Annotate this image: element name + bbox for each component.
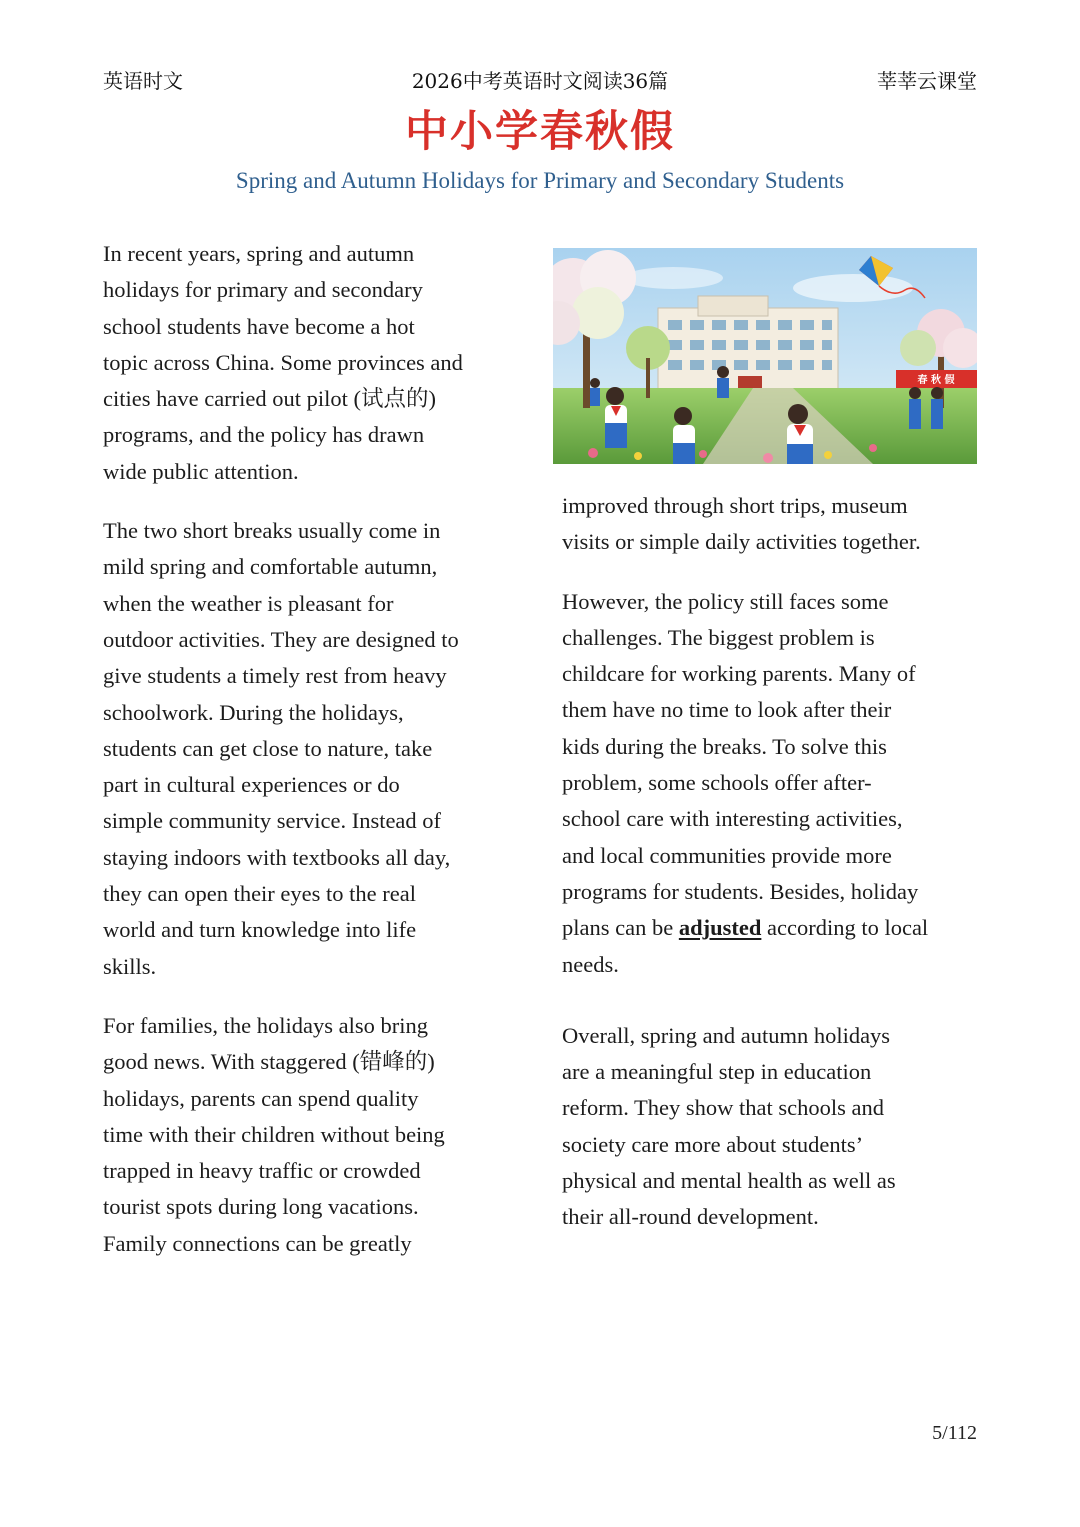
left-column	[103, 236, 523, 1285]
article-subtitle: Spring and Autumn Holidays for Primary and Secondary Students	[235, 168, 845, 193]
paragraph-families: For families, the holidays also bring good news. With staggered (错峰的) holidays, parents can spend quality time with their children without being trapped in heavy traffic or crowded tourist spots during long vacations. Family connections can be greatly	[103, 1012, 445, 1256]
highlighted-word: adjusted	[678, 915, 762, 941]
paragraph-challenges: However, the policy still faces some challenges. The biggest problem is childcare for working parents. Many of them have no time to look after their kids during the breaks. To solve this problem, some schools offer after- school care with interesting activities, and local communities provide more programs for students. Besides, holiday plans can be adjusted according to local needs.	[562, 588, 929, 977]
header-right-label: 莘莘云课堂	[877, 69, 977, 93]
spring-autumn-banner	[896, 370, 977, 388]
article-illustration	[553, 248, 977, 464]
paragraph-family-cont: improved through short trips, museum visits or simple daily activities together.	[562, 493, 921, 555]
paragraph-breaks: The two short breaks usually come in mild spring and comfortable autumn, when the weather is pleasant for outdoor activities. They are designed to give students a timely rest from heavy schoolwork. During the holidays, students can get close to nature, take part in cultural experiences or do simple community service. Instead of staying indoors with textbooks all day, they can open their eyes to the real world and turn knowledge into life skills.	[103, 518, 459, 979]
header-center-title: 2026中考英语时文阅读36篇	[411, 69, 669, 93]
right-column	[562, 488, 982, 1259]
paragraph-intro: In recent years, spring and autumn holidays for primary and secondary school students have become a hot topic across China. Some provinces and cities have carried out pilot (试点的) programs, and the policy has drawn wide public attention.	[103, 241, 463, 484]
school-building	[658, 296, 838, 398]
header-left-label: 英语时文	[103, 69, 183, 93]
paragraph-overall: Overall, spring and autumn holidays are a meaningful step in education reform. They show that schools and society care more about students’ physical and mental health as well as their all-round development.	[562, 1022, 896, 1230]
page-number: 5/112	[932, 1422, 977, 1444]
article-title: 中小学春秋假	[405, 107, 675, 157]
banner-text: 春 秋 假	[917, 375, 955, 386]
